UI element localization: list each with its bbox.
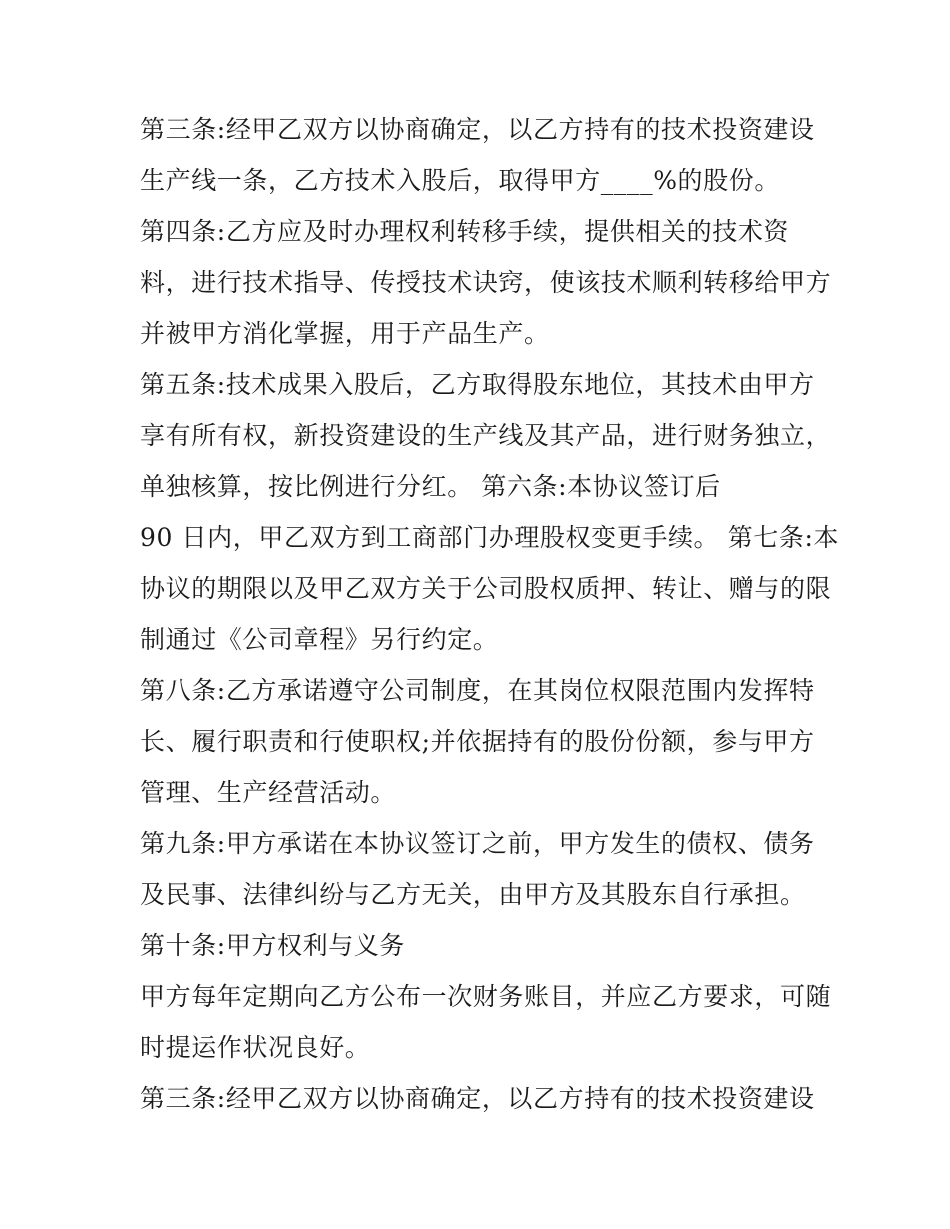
text-line: 第五条:技术成果入股后，乙方取得股东地位，其技术由甲方 [140,370,815,399]
text-line: 长、履行职责和行使职权;并依据持有的股份份额，参与甲方 [140,727,815,756]
agreement-body [140,104,840,1124]
text-line: 生产线一条，乙方技术入股后，取得甲方____%的股份。 [140,166,780,195]
text-line: 第八条:乙方承诺遵守公司制度，在其岗位权限范围内发挥特 [140,676,815,705]
text-line: 甲方每年定期向乙方公布一次财务账目，并应乙方要求，可随 [140,982,832,1011]
text-line: 时提运作状况良好。 [140,1033,371,1062]
text-line: 第四条:乙方应及时办理权利转移手续，提供相关的技术资 [140,217,790,246]
text-line: 第三条:经甲乙双方以协商确定，以乙方持有的技术投资建设 [140,1084,815,1113]
text-line: 料，进行技术指导、传授技术诀窍，使该技术顺利转移给甲方 [140,268,832,297]
text-line: 制通过《公司章程》另行约定。 [140,625,499,654]
text-line: 并被甲方消化掌握，用于产品生产。 [140,319,550,348]
text-line: 第九条:甲方承诺在本协议签订之前，甲方发生的债权、债务 [140,829,815,858]
text-line: 享有所有权，新投资建设的生产线及其产品，进行财务独立， [140,421,832,450]
text-line: 90 日内，甲乙双方到工商部门办理股权变更手续。 第七条:本 [140,523,840,552]
text-line: 单独核算，按比例进行分红。 第六条:本协议签订后 [140,472,721,501]
text-line: 管理、生产经营活动。 [140,778,397,807]
text-line: 第十条:甲方权利与义务 [140,931,406,960]
text-line: 协议的期限以及甲乙双方关于公司股权质押、转让、赠与的限 [140,574,832,603]
text-line: 及民事、法律纠纷与乙方无关，由甲方及其股东自行承担。 [140,880,806,909]
text-line: 第三条:经甲乙双方以协商确定，以乙方持有的技术投资建设 [140,115,815,144]
